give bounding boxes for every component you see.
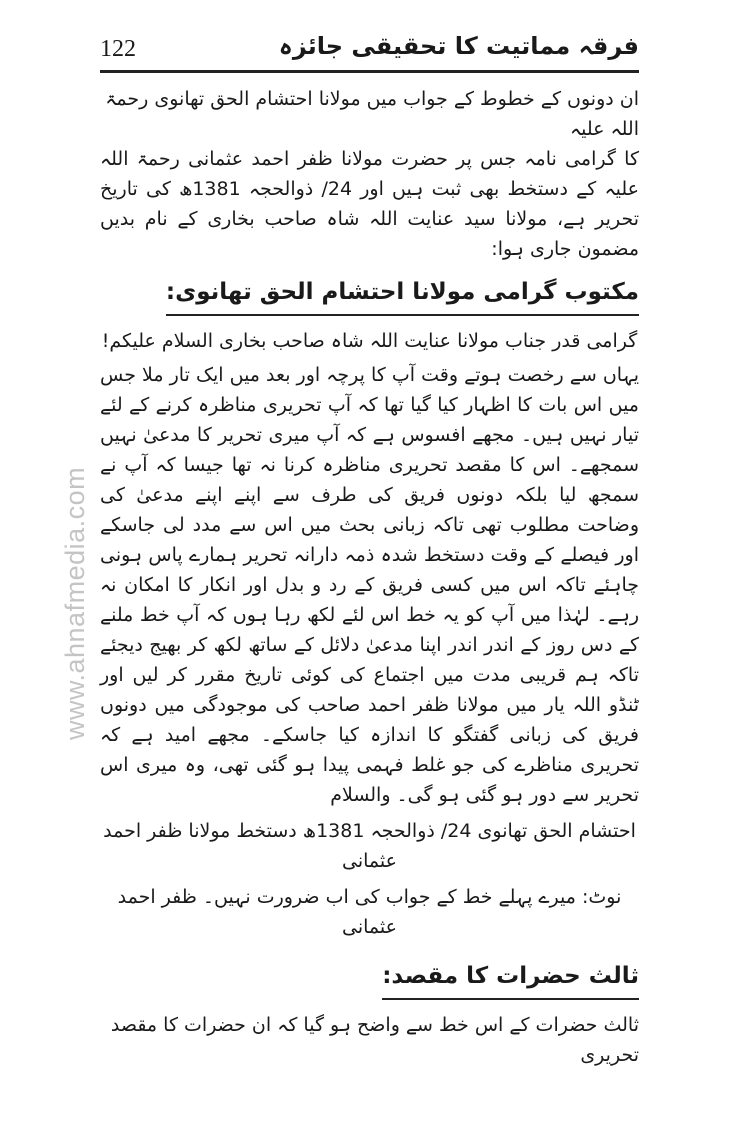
letter-heading: مکتوب گرامی مولانا احتشام الحق تھانوی: [166,268,639,316]
running-title: فرقہ مماتیت کا تحقیقی جائزہ [278,32,639,60]
letter-note: نوٹ: میرے پہلے خط کے جواب کی اب ضرورت نہیں۔ ظفر احمد عثمانی [117,886,622,938]
intro-paragraph: کا گرامی نامہ جس پر حضرت مولانا ظفر احمد عثمانی رحمۃ اللہ علیہ کے دستخط بھی ثبت ہیں اور 24/ ذوالحجہ 1381ھ کی تاریخ تحریر ہے، مولانا سید عنایت اللہ شاہ صاحب بخاری کے نام بدیں مضمون جاری ہوا: [100,148,639,260]
letter-signature: احتشام الحق تھانوی 24/ ذوالحجہ 1381ھ دستخط مولانا ظفر احمد عثمانی [103,820,636,872]
page-body [100,84,639,1070]
watermark-url: www.ahnafmedia.com [60,466,90,740]
section-heading: ثالث حضرات کا مقصد: [382,952,639,1000]
page-header [100,30,639,80]
page-number: 122 [100,36,136,62]
letter-salutation: گرامی قدر جناب مولانا عنایت اللہ شاہ صاحب بخاری السلام علیکم! [101,330,638,352]
section-first-line: ثالث حضرات کے اس خط سے واضح ہو گیا کہ ان حضرات کا مقصد تحریری [110,1014,639,1066]
intro-first-line: ان دونوں کے خطوط کے جواب میں مولانا احتشام الحق تھانوی رحمۃ اللہ علیہ [105,88,639,140]
header-rule [100,70,639,73]
letter-body: یہاں سے رخصت ہوتے وقت آپ کا پرچہ اور بعد میں ایک تار ملا جس میں اس بات کا اظہار کیا گیا تھا کہ آپ تحریری مناظرہ کرنے کے لئے تیار نہیں ہیں۔ مجھے افسوس ہے کہ آپ میری تحریر کا مدعیٰ نہیں سمجھے۔ اس کا مقصد تحریری مناظرہ کرنا نہ تھا جیسا کہ آپ نے سمجھ لیا بلکہ دونوں فریق کی طرف سے اپنے اپنے مدعیٰ کی وضاحت مطلوب تھی تاکہ زبانی بحث میں اس سے مدد لی جاسکے اور فیصلے کے وقت دستخط شدہ ذمہ دارانہ تحریر ہمارے پاس ہونی چاہئے تاکہ اس میں کسی فریق کے رد و بدل اور انکار کا امکان نہ رہے۔ لہٰذا میں آپ کو یہ خط اس لئے لکھ رہا ہوں کہ آپ خط ملنے کے دس روز کے اندر اندر اپنا مدعیٰ دلائل کے ساتھ لکھ کر بھیج دیجئے تاکہ ہم قریبی مدت میں اجتماع کی کوئی تاریخ مقرر کر لیں اور ٹنڈو اللہ یار میں مولانا ظفر احمد صاحب کی موجودگی میں دونوں فریق کی زبانی گفتگو کا اندازہ کیا جاسکے۔ مجھے امید ہے کہ تحریری مناظرے کی جو غلط فہمی پیدا ہو گئی تھی، وہ میری اس تحریر سے دور ہو گئی ہو گی۔ والسلام [100,364,639,806]
